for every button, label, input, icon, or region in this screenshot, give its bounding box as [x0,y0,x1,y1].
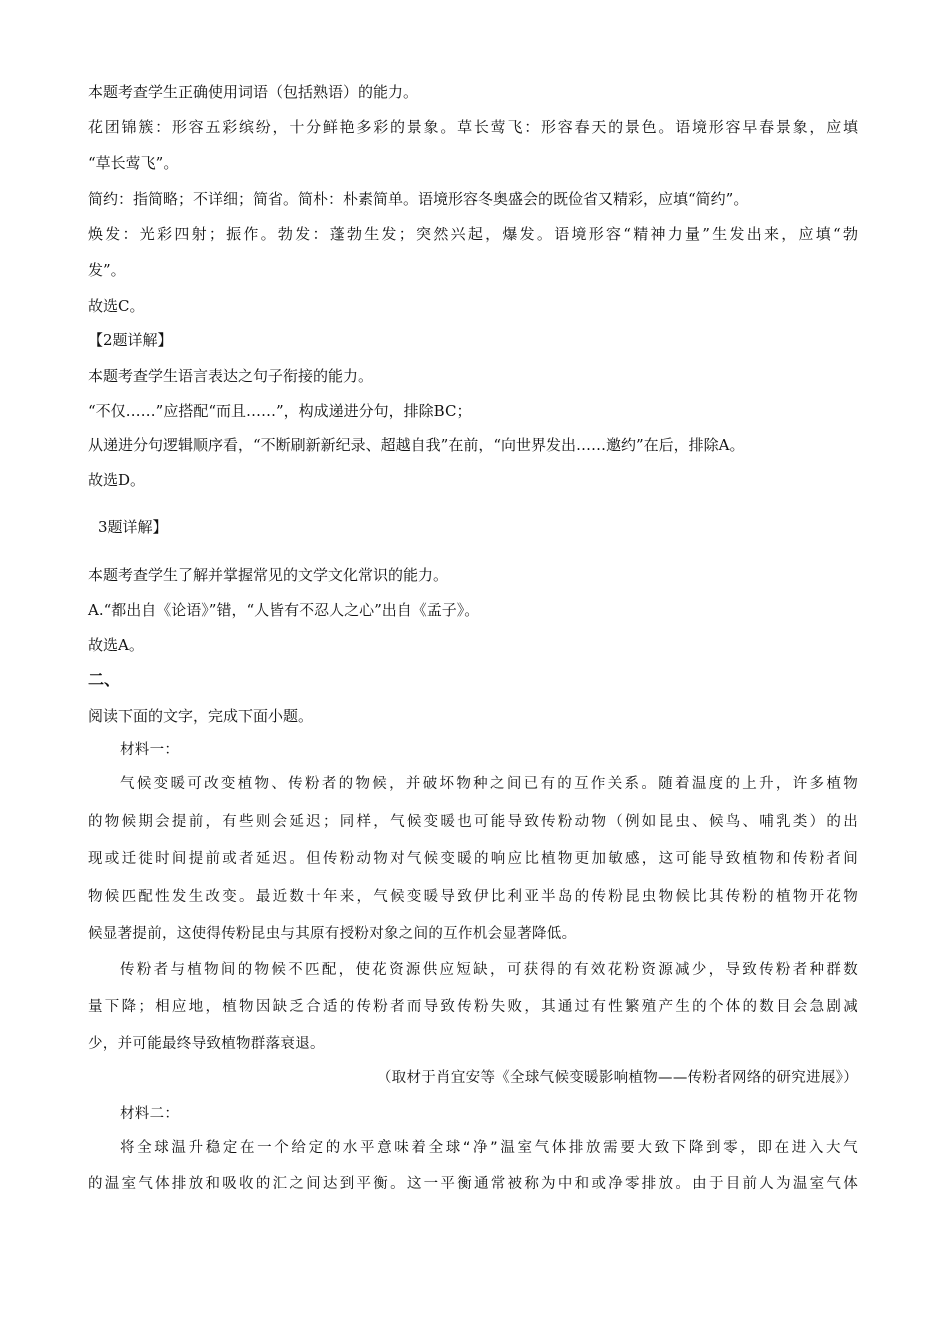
material-one-line: 现或迁徙时间提前或者延迟。但传粉动物对气候变暖的响应比植物更加敏感，这可能导致植物和传粉者间 [88,851,858,867]
q3-explanation-line: A.“都出自《论语》”错，“人皆有不忍人之心”出自《孟子》。 [88,601,480,619]
q1-intro: 本题考查学生正确使用词语（包括熟语）的能力。 [88,83,419,101]
q3-answer-choice: 故选A。 [88,636,144,654]
q2-answer-choice: 故选D。 [88,471,146,489]
material-one-line: 少，并可能最终导致植物群落衰退。 [88,1036,325,1052]
q2-heading: 【2题详解】 [88,331,173,349]
q1-explanation-line: 焕发：光彩四射；振作。勃发：蓬勃生发；突然兴起，爆发。语境形容“精神力量”生发出来，应填“勃 [88,225,858,243]
reading-instruction: 阅读下面的文字，完成下面小题。 [88,707,314,725]
q1-explanation-line: “草长莺飞”。 [88,154,179,172]
q1-explanation-line: 发”。 [88,261,126,279]
section-two-title: 二、 [88,670,121,689]
material-one-line: 候显著提前，这使得传粉昆虫与其原有授粉对象之间的互作机会显著降低。 [88,926,577,942]
q1-explanation-line: 简约：指简略；不详细；简省。简朴：朴素简单。语境形容冬奥盛会的既俭省又精彩，应填“简约”。 [88,190,749,208]
material-one-source: （取材于肖宜安等《全球气候变暖影响植物——传粉者网络的研究进展》） [376,1070,858,1086]
q3-heading: 3题详解】 [98,518,168,536]
material-one-line: 量下降；相应地，植物因缺乏合适的传粉者而导致传粉失败，其通过有性繁殖产生的个体的数目会急剧减 [88,999,858,1015]
q1-explanation-line: 花团锦簇：形容五彩缤纷，十分鲜艳多彩的景象。草长莺飞：形容春天的景色。语境形容早春景象，应填 [88,118,858,136]
q2-intro: 本题考查学生语言表达之句子衔接的能力。 [88,367,374,385]
q3-intro: 本题考查学生了解并掌握常见的文学文化常识的能力。 [88,566,449,584]
material-one-label: 材料一： [120,742,180,758]
material-two-line: 的温室气体排放和吸收的汇之间达到平衡。这一平衡通常被称为中和或净零排放。由于目前人为温室气体 [88,1176,858,1192]
q1-answer-choice: 故选C。 [88,297,145,315]
material-one-line: 物候匹配性发生改变。最近数十年来，气候变暖导致伊比利亚半岛的传粉昆虫物候比其传粉的植物开花物 [88,889,858,905]
material-one-line: 的物候期会提前，有些则会延迟；同样，气候变暖也可能导致传粉动物（例如昆虫、候鸟、哺乳类）的出 [88,814,858,830]
material-one-line: 气候变暖可改变植物、传粉者的物候，并破坏物种之间已有的互作关系。随着温度的上升，许多植物 [120,776,858,792]
material-two-label: 材料二： [120,1106,180,1122]
q2-explanation-line: 从递进分句逻辑顺序看，“不断刷新新纪录、超越自我”在前，“向世界发出……邀约”在后，排除A。 [88,436,745,454]
q2-explanation-line: “不仅……”应搭配“而且……”，构成递进分句，排除BC； [88,402,472,420]
material-two-line: 将全球温升稳定在一个给定的水平意味着全球“净”温室气体排放需要大致下降到零，即在进入大气 [120,1140,858,1156]
material-one-line: 传粉者与植物间的物候不匹配，使花资源供应短缺，可获得的有效花粉资源减少，导致传粉者种群数 [120,962,858,978]
